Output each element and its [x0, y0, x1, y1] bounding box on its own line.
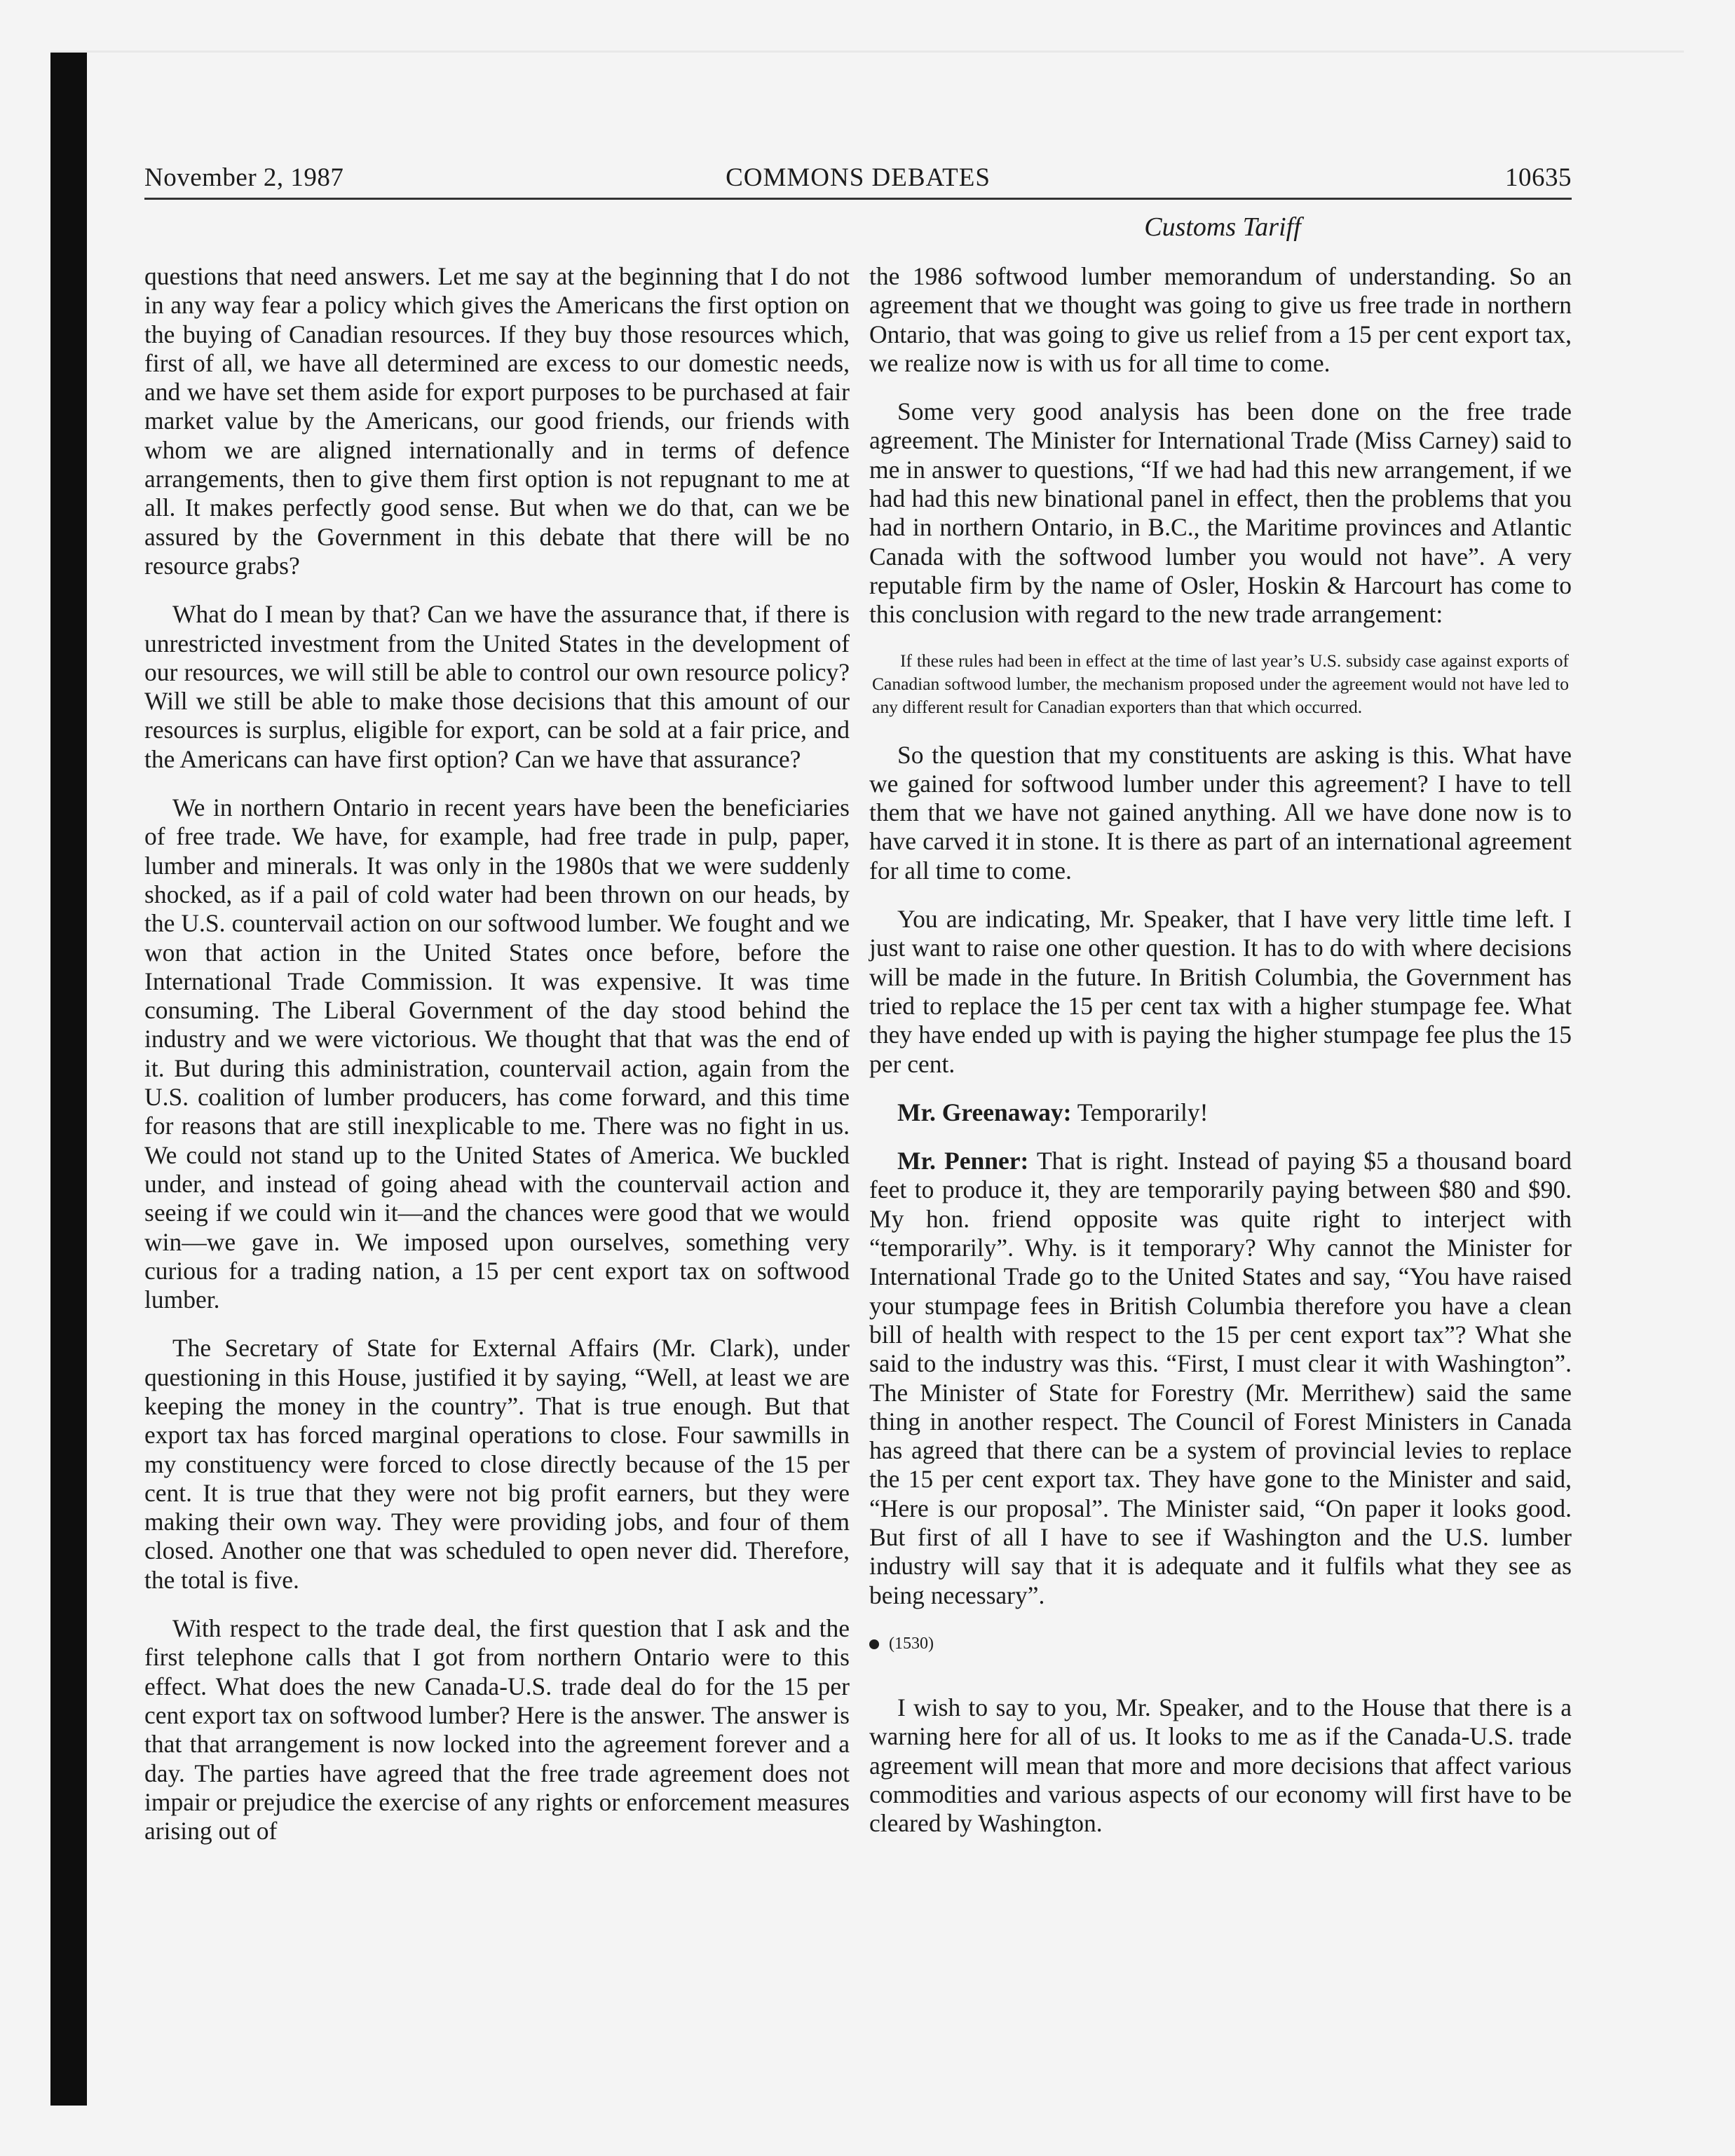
time-marker-text: (1530)	[889, 1634, 934, 1653]
paragraph: the 1986 softwood lumber memorandum of understanding. So an agreement that we thought was going to give us free trade in northern Ontario, that was going to give us relief from a 15 per cent export tax, we realize now is with us for all time to come.	[869, 262, 1572, 377]
header-rule	[144, 198, 1572, 200]
section-title: Customs Tariff	[1144, 212, 1301, 242]
scan-edge-bar	[50, 50, 87, 2106]
paragraph: Some very good analysis has been done on the free trade agreement. The Minister for International Trade (Miss Carney) said to me in answer to questions, “If we had had this new arrangement, if we had had this new binational panel in effect, then the problems that you had in northern Ontario, in B.C., the Maritime provinces and Atlantic Canada with the softwood lumber you would not have”. A very reputable firm by the name of Osler, Hoskin & Harcourt has come to this conclusion with regard to the new trade arrangement:	[869, 397, 1572, 629]
paragraph: We in northern Ontario in recent years have been the beneficiaries of free trade. We have, for example, had free trade in pulp, paper, lumber and minerals. It was only in the 1980s that we were suddenly shocked, as if a pail of cold water had been thrown on our heads, by the U.S. countervail action on our softwood lumber. We fought and we won that action in the United States once before, before the International Trade Commission. It was expensive. It was time consuming. The Liberal Government of the day stood behind the industry and we were victorious. We thought that that was the end of it. But during this administration, countervail action, again from the U.S. coalition of lumber producers, has come forward, and this time for reasons that are still inexplicable to me. There was no fight in us. We could not stand up to the United States of America. We buckled under, and instead of going ahead with the countervail action and seeing if we could win it—and the chances were good that we would win—we gave in. We imposed upon ourselves, something very curious for a trading nation, a 15 per cent export tax on softwood lumber.	[144, 793, 850, 1314]
speaker-name: Mr. Penner:	[897, 1147, 1029, 1175]
header-date: November 2, 1987	[144, 163, 344, 192]
paragraph: What do I mean by that? Can we have the assurance that, if there is unrestricted investment from the United States in the development of our resources, we will still be able to control our own resource policy? Will we still be able to make those decisions that this amount of our resources is surplus, eligible for export, can be sold at a fair price, and the Americans can have first option? Can we have that assurance?	[144, 600, 850, 773]
left-column	[144, 262, 850, 1865]
right-column	[869, 262, 1572, 1858]
header-page-number: 10635	[1505, 163, 1572, 192]
speech-text: That is right. Instead of paying $5 a thousand board feet to produce it, they are temporarily paying between $80 and $90. My hon. friend opposite was quite right to interject with “temporarily”. Why. is it temporary? Why cannot the Minister for International Trade go to the United States and say, “You have raised your stumpage fees in British Columbia therefore you have a clean bill of health with respect to the 15 per cent export tax”? What she said to the industry was this. “First, I must clear it with Washington”. The Minister of State for Forestry (Mr. Merrithew) said the same thing in another respect. The Council of Forest Ministers in Canada has agreed that there can be a system of provincial levies to replace the 15 per cent export tax. They have gone to the Minister and said, “Here is our proposal”. The Minister said, “On paper it looks good. But first of all I have to see if Washington and the U.S. lumber industry will say that it is adequate and it fulfils what they see as being necessary”.	[869, 1147, 1572, 1609]
bullet-icon	[869, 1639, 879, 1649]
time-marker	[869, 1630, 1572, 1658]
block-quote: If these rules had been in effect at the time of last year’s U.S. subsidy case against exports of Canadian softwood lumber, the mechanism proposed under the agreement would not have led to any different result for Canadian exporters than that which occurred.	[872, 650, 1569, 717]
speech-text: Temporarily!	[1077, 1098, 1209, 1126]
paragraph: questions that need answers. Let me say at the beginning that I do not in any way fear a policy which gives the Americans the first option on the buying of Canadian resources. If they buy those resources which, first of all, we have all determined are excess to our domestic needs, and we have set them aside for export purposes to be purchased at fair market value by the Americans, our good friends, our friends with whom we are aligned internationally and in terms of defence arrangements, then to give them first option is not repugnant to me at all. It makes perfectly good sense. But when we do that, can we be assured by the Government in this debate that there will be no resource grabs?	[144, 262, 850, 580]
header-publication: COMMONS DEBATES	[726, 163, 991, 192]
speech	[869, 1147, 1572, 1610]
speaker-name: Mr. Greenaway:	[897, 1098, 1072, 1126]
paragraph: The Secretary of State for External Affairs (Mr. Clark), under questioning in this House, justified it by saying, “Well, at least we are keeping the money in the country”. That is true enough. But that export tax has forced marginal operations to close. Four sawmills in my constituency were forced to close directly because of the 15 per cent. It is true that they were not big profit earners, but they were making their own way. They were providing jobs, and four of them closed. Another one that was scheduled to open never did. Therefore, the total is five.	[144, 1334, 850, 1594]
paragraph: With respect to the trade deal, the first question that I ask and the first telephone calls that I got from northern Ontario were to this effect. What does the new Canada-U.S. trade deal do for the 15 per cent export tax on softwood lumber? Here is the answer. The answer is that that arrangement is now locked into the agreement forever and a day. The parties have agreed that the free trade agreement does not impair or prejudice the exercise of any rights or enforcement measures arising out of	[144, 1614, 850, 1845]
scan-top-edge	[50, 50, 1684, 53]
interjection	[869, 1098, 1572, 1127]
paragraph: You are indicating, Mr. Speaker, that I have very little time left. I just want to raise one other question. It has to do with where decisions will be made in the future. In British Columbia, the Government has tried to replace the 15 per cent tax with a higher stumpage fee. What they have ended up with is paying the higher stumpage fee plus the 15 per cent.	[869, 905, 1572, 1078]
page-header	[144, 163, 1572, 199]
paragraph: So the question that my constituents are asking is this. What have we gained for softwood lumber under this agreement? I have to tell them that we have not gained anything. All we have done now is to have carved it in stone. It is there as part of an international agreement for all time to come.	[869, 740, 1572, 885]
paragraph: I wish to say to you, Mr. Speaker, and to the House that there is a warning here for all of us. It looks to me as if the Canada-U.S. trade agreement will mean that more and more decisions that affect various commodities and various aspects of our economy will first have to be cleared by Washington.	[869, 1693, 1572, 1838]
